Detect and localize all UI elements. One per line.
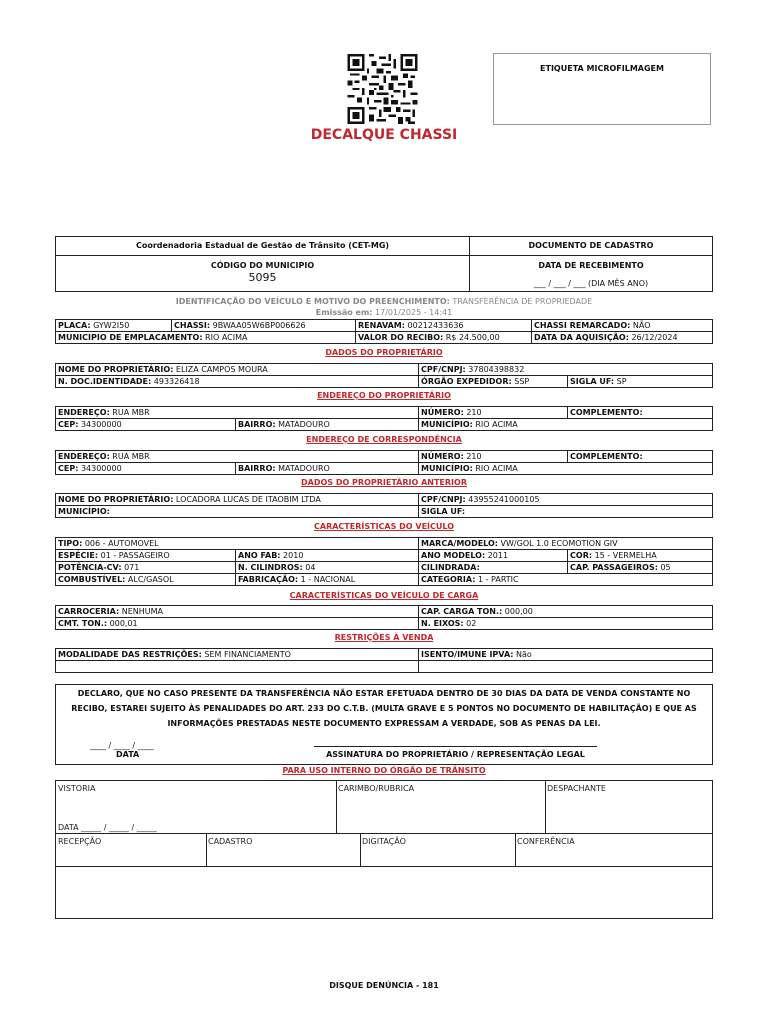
cadastro-label: CADASTRO: [208, 837, 253, 846]
carroceria-label: CARROCERIA:: [58, 607, 120, 616]
chassi-remarcado-cell: [532, 320, 713, 332]
restricoes-empty-cell: [56, 661, 419, 673]
ano-modelo-value: 2011: [485, 551, 509, 560]
endereco-cep-label: CEP:: [58, 420, 79, 429]
cor-value: 15 - VERMELHA: [592, 551, 657, 560]
section-title-endereco: ENDEREÇO DO PROPRIETÁRIO: [317, 391, 451, 400]
passageiros-label: CAP. PASSAGEIROS:: [570, 563, 658, 572]
org-name: Coordenadoria Estadual de Gestão de Trânsito (CET-MG): [56, 237, 470, 256]
codigo-municipio-cell: [56, 256, 470, 292]
chassi-label: CHASSI:: [174, 321, 211, 330]
correspondencia-complemento-label: COMPLEMENTO:: [570, 452, 643, 461]
endereco-cep-value: 34300000: [78, 420, 122, 429]
cor-cell: [568, 550, 713, 562]
codigo-municipio-label: CÓDIGO DO MUNICIPIO: [210, 261, 315, 270]
especie-value: 01 - PASSAGEIRO: [98, 551, 170, 560]
endereco-table: [55, 406, 713, 431]
correspondencia-numero-label: NÚMERO:: [421, 452, 464, 461]
anterior-uf-label: SIGLA UF:: [421, 507, 466, 516]
cap-carga-value: 000,00: [502, 607, 533, 616]
signature-label: ASSINATURA DO PROPRIETÁRIO / REPRESENTAÇÃO LEGAL: [326, 750, 585, 759]
renavam-cell: [356, 320, 532, 332]
endereco-cep-cell: [56, 419, 236, 431]
especie-label: ESPÉCIE:: [58, 551, 99, 560]
cilindros-label: N. CILINDROS:: [238, 563, 303, 572]
ipva-value: Não: [513, 650, 532, 659]
conferencia-label: CONFERÊNCIA: [517, 837, 575, 846]
anterior-nome-cell: [56, 494, 419, 506]
data-recebimento-label: DATA DE RECEBIMENTO: [538, 261, 644, 270]
municipio-emplacamento-label: MUNICIPIO DE EMPLACAMENTO:: [58, 333, 203, 342]
categoria-value: 1 - PARTIC: [475, 575, 519, 584]
identificacao-line: [0, 297, 768, 306]
ano-fab-value: 2010: [280, 551, 304, 560]
section-title-restricoes: RESTRIÇÕES À VENDA: [334, 633, 434, 642]
correspondencia-bairro-value: MATADOURO: [275, 464, 330, 473]
emissao-line: [0, 308, 768, 317]
endereco-numero-cell: [419, 407, 568, 419]
section-title-uso-interno: PARA USO INTERNO DO ÓRGÃO DE TRÂNSITO: [282, 766, 486, 775]
endereco-bairro-value: MATADOURO: [275, 420, 330, 429]
chassi-remarcado-label: CHASSI REMARCADO:: [534, 321, 631, 330]
endereco-complemento-cell: [568, 407, 713, 419]
proprietario-uf-label: SIGLA UF:: [570, 377, 615, 386]
eixos-label: N. EIXOS:: [421, 619, 464, 628]
cmt-label: CMT. TON.:: [58, 619, 108, 628]
signature-line: [314, 746, 597, 747]
ipva-label: ISENTO/IMUNE IPVA:: [421, 650, 514, 659]
correspondencia-cep-cell: [56, 463, 236, 475]
declaration-text: DECLARO, QUE NO CASO PRESENTE DA TRANSFERÊNCIA NÃO ESTAR EFETUADA DENTRO DE 30 DIAS DA DATA DE VENDA CONSTANTE NO RECIBO, ESTAREI SUJEITO ÀS PENALIDADES DO ART. 233 DO C.T.B. (MULTA GRAVE E 5 PONTOS NO DOCUMENTO DE HABILITAÇÃO) E QUE AS INFORMAÇÕES PRESTADAS NESTE DOCUMENTO EXPRESSAM A VERDADE, SOB AS PENAS DA LEI.: [71, 689, 697, 728]
codigo-municipio-value: 5095: [248, 271, 277, 284]
proprietario-nome-value: ELIZA CAMPOS MOURA: [173, 365, 268, 374]
proprietario-doc-cell: [56, 376, 419, 388]
modalidade-cell: [56, 649, 419, 661]
renavam-value: 00212433636: [404, 321, 464, 330]
municipio-emplacamento-cell: [56, 332, 356, 344]
data-aquisicao-value: 26/12/2024: [628, 333, 678, 342]
despachante-label: DESPACHANTE: [547, 784, 606, 793]
data-aquisicao-cell: [532, 332, 713, 344]
signature-date-blank: ____ / ____ / ____: [90, 741, 154, 750]
endereco-numero-label: NÚMERO:: [421, 408, 464, 417]
chassi-value: 9BWAA05W6BP006626: [210, 321, 306, 330]
divider: [56, 866, 712, 867]
ano-modelo-cell: [419, 550, 568, 562]
endereco-municipio-cell: [419, 419, 713, 431]
chassi-cell: [172, 320, 356, 332]
identificacao-label: IDENTIFICAÇÃO DO VEÍCULO E MOTIVO DO PREENCHIMENTO:: [175, 297, 450, 306]
cmt-value: 000,01: [107, 619, 138, 628]
correspondencia-numero-cell: [419, 451, 568, 463]
correspondencia-numero-value: 210: [463, 452, 482, 461]
tipo-value: 006 - AUTOMOVEL: [82, 539, 159, 548]
potencia-value: 071: [121, 563, 140, 572]
anterior-cpf-label: CPF/CNPJ:: [421, 495, 466, 504]
tipo-cell: [56, 538, 419, 550]
valor-recibo-label: VALOR DO RECIBO:: [358, 333, 444, 342]
endereco-bairro-label: BAIRRO:: [238, 420, 276, 429]
ano-modelo-label: ANO MODELO:: [421, 551, 486, 560]
combustivel-label: COMBUSTÍVEL:: [58, 575, 126, 584]
anterior-municipio-label: MUNICÍPIO:: [58, 507, 110, 516]
carimbo-label: CARIMBO/RUBRICA: [338, 784, 415, 793]
correspondencia-municipio-label: MUNICÍPIO:: [421, 464, 473, 473]
cilindrada-label: CILINDRADA:: [421, 563, 480, 572]
emissao-value: 17/01/2025 - 14:41: [372, 308, 453, 317]
cap-carga-cell: [419, 606, 713, 618]
recepcao-label: RECEPÇÃO: [58, 837, 102, 846]
endereco-label: ENDEREÇO:: [58, 408, 110, 417]
endereco-cell: [56, 407, 419, 419]
correspondencia-table: [55, 450, 713, 475]
carroceria-cell: [56, 606, 419, 618]
restricoes-empty-cell: [419, 661, 713, 673]
endereco-municipio-label: MUNICÍPIO:: [421, 420, 473, 429]
correspondencia-endereco-label: ENDEREÇO:: [58, 452, 110, 461]
anterior-municipio-cell: [56, 506, 419, 518]
section-title-anterior: DADOS DO PROPRIETÁRIO ANTERIOR: [301, 478, 467, 487]
restricoes-table: [55, 648, 713, 673]
anterior-table: [55, 493, 713, 518]
data-aquisicao-label: DATA DA AQUISIÇÃO:: [534, 333, 629, 342]
section-title-correspondencia: ENDEREÇO DE CORRESPONDÊNCIA: [306, 435, 462, 444]
categoria-label: CATEGORIA:: [421, 575, 476, 584]
signature-date-label: DATA: [116, 750, 140, 759]
proprietario-uf-value: SP: [614, 377, 627, 386]
data-recebimento-blank: ___ / ___ / ___ (DIA MÊS ANO): [533, 279, 649, 288]
passageiros-value: 05: [657, 563, 671, 572]
emissao-label: Emissão em:: [315, 308, 373, 317]
combustivel-value: ALC/GASOL: [125, 575, 174, 584]
proprietario-uf-cell: [568, 376, 713, 388]
endereco-value: RUA MBR: [109, 408, 150, 417]
data-recebimento-cell: [470, 256, 713, 292]
ano-fab-label: ANO FAB:: [238, 551, 281, 560]
correspondencia-bairro-label: BAIRRO:: [238, 464, 276, 473]
correspondencia-endereco-value: RUA MBR: [109, 452, 150, 461]
cap-carga-label: CAP. CARGA TON.:: [421, 607, 503, 616]
valor-recibo-cell: [356, 332, 532, 344]
cor-label: COR:: [570, 551, 593, 560]
proprietario-doc-label: N. DOC.IDENTIDADE:: [58, 377, 152, 386]
veiculo-table: [55, 319, 713, 344]
fabricacao-label: FABRICAÇÃO:: [238, 575, 299, 584]
placa-value: GYW2I50: [90, 321, 130, 330]
identificacao-value: TRANSFERÊNCIA DE PROPRIEDADE: [449, 297, 593, 306]
fabricacao-value: 1 - NACIONAL: [298, 575, 356, 584]
municipio-emplacamento-value: RIO ACIMA: [202, 333, 248, 342]
uso-interno-box: [55, 780, 713, 919]
correspondencia-complemento-cell: [568, 451, 713, 463]
marca-value: VW/GOL 1.0 ECOMOTION GIV: [498, 539, 618, 548]
cmt-cell: [56, 618, 419, 630]
digitacao-label: DIGITAÇÃO: [362, 837, 406, 846]
carroceria-value: NENHUMA: [119, 607, 164, 616]
caracteristicas-table: [55, 537, 713, 586]
anterior-cpf-cell: [419, 494, 713, 506]
passageiros-cell: [568, 562, 713, 574]
cilindros-cell: [236, 562, 419, 574]
proprietario-cpf-cell: [419, 364, 713, 376]
qr-code: [346, 54, 419, 124]
especie-cell: [56, 550, 236, 562]
proprietario-table: [55, 363, 713, 388]
anterior-cpf-value: 43955241000105: [465, 495, 540, 504]
placa-cell: [56, 320, 172, 332]
etiqueta-microfilmagem-box: [493, 53, 711, 125]
fabricacao-cell: [236, 574, 419, 586]
correspondencia-municipio-value: RIO ACIMA: [472, 464, 518, 473]
modalidade-value: SEM FINANCIAMENTO: [201, 650, 291, 659]
chassi-remarcado-value: NÃO: [630, 321, 651, 330]
marca-cell: [419, 538, 713, 550]
cilindros-value: 04: [302, 563, 316, 572]
proprietario-orgao-value: SSP: [511, 377, 530, 386]
vistoria-label: VISTORIA: [58, 784, 96, 793]
correspondencia-cep-label: CEP:: [58, 464, 79, 473]
carga-table: [55, 605, 713, 630]
valor-recibo-value: R$ 24.500,00: [443, 333, 500, 342]
ano-fab-cell: [236, 550, 419, 562]
proprietario-cpf-value: 37804398832: [465, 365, 525, 374]
correspondencia-cep-value: 34300000: [78, 464, 122, 473]
renavam-label: RENAVAM:: [358, 321, 405, 330]
document-type: DOCUMENTO DE CADASTRO: [470, 237, 713, 256]
endereco-complemento-label: COMPLEMENTO:: [570, 408, 643, 417]
section-title-carga: CARACTERÍSTICAS DO VEÍCULO DE CARGA: [289, 591, 479, 600]
proprietario-orgao-cell: [419, 376, 568, 388]
endereco-numero-value: 210: [463, 408, 482, 417]
vistoria-data-blank: DATA _____ / _____ / _____: [58, 823, 157, 832]
footer-disque-denuncia: DISQUE DENÚNCIA - 181: [329, 981, 439, 990]
eixos-value: 02: [463, 619, 477, 628]
potencia-label: POTÊNCIA-CV:: [58, 563, 122, 572]
proprietario-doc-value: 493326418: [151, 377, 200, 386]
proprietario-orgao-label: ÓRGÃO EXPEDIDOR:: [421, 377, 512, 386]
combustivel-cell: [56, 574, 236, 586]
potencia-cell: [56, 562, 236, 574]
correspondencia-endereco-cell: [56, 451, 419, 463]
modalidade-label: MODALIDADE DAS RESTRIÇÕES:: [58, 650, 202, 659]
anterior-uf-cell: [419, 506, 713, 518]
section-title-caracteristicas: CARACTERÍSTICAS DO VEÍCULO: [314, 522, 454, 531]
eixos-cell: [419, 618, 713, 630]
correspondencia-bairro-cell: [236, 463, 419, 475]
etiqueta-label: ETIQUETA MICROFILMAGEM: [540, 64, 664, 73]
placa-label: PLACA:: [58, 321, 91, 330]
categoria-cell: [419, 574, 713, 586]
endereco-bairro-cell: [236, 419, 419, 431]
ipva-cell: [419, 649, 713, 661]
marca-label: MARCA/MODELO:: [421, 539, 498, 548]
cilindrada-cell: [419, 562, 568, 574]
proprietario-nome-cell: [56, 364, 419, 376]
tipo-label: TIPO:: [58, 539, 83, 548]
qr-code-image: [346, 54, 419, 124]
correspondencia-municipio-cell: [419, 463, 713, 475]
document-header-table: [55, 236, 713, 292]
proprietario-nome-label: NOME DO PROPRIETÁRIO:: [58, 365, 174, 374]
anterior-nome-value: LOCADORA LUCAS DE ITAOBIM LTDA: [173, 495, 321, 504]
section-title-proprietario: DADOS DO PROPRIETÁRIO: [325, 348, 443, 357]
page-title: DECALQUE CHASSI: [310, 127, 458, 143]
endereco-municipio-value: RIO ACIMA: [472, 420, 518, 429]
anterior-nome-label: NOME DO PROPRIETÁRIO:: [58, 495, 174, 504]
proprietario-cpf-label: CPF/CNPJ:: [421, 365, 466, 374]
